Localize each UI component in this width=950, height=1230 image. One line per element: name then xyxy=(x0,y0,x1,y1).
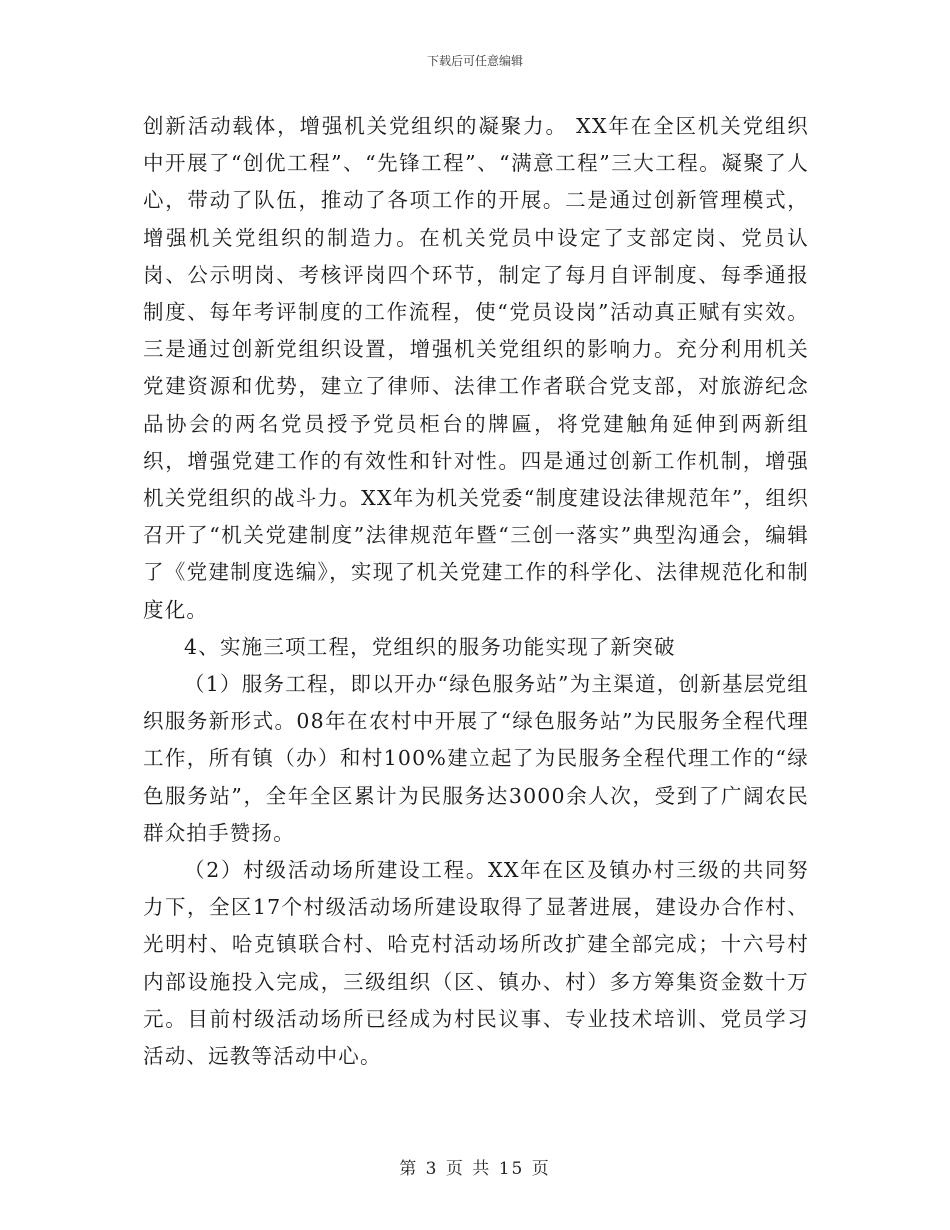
paragraph-village-venues: （2）村级活动场所建设工程。XX年在区及镇办村三级的共同努力下，全区17个村级活动场所建设取得了显著进展，建设办合作村、光明村、哈克镇联合村、哈克村活动场所改扩建全部完成；十六号村内部设施投入完成，三级组织（区、镇办、村）多方筹集资金数十万元。目前村级活动场所已经成为村民议事、专业技术培训、党员学习活动、远教等活动中心。 xyxy=(143,858,809,1069)
section-heading: 4、实施三项工程，党组织的服务功能实现了新突破 xyxy=(184,634,676,659)
page-number: 第 3 页 共 15 页 xyxy=(399,1159,551,1179)
document-body xyxy=(143,108,809,1075)
paragraph-service-project: （1）服务工程，即以开办“绿色服务站”为主渠道，创新基层党组织服务新形式。08年在农村中开展了“绿色服务站”为民服务全程代理工作，所有镇（办）和村100%建立起了为民服务全程代理工作的“绿色服务站”，全年全区累计为民服务达3000余人次，受到了广阔农民群众拍手赞扬。 xyxy=(143,672,809,845)
page-header-note: 下载后可任意编辑 xyxy=(426,54,523,68)
paragraph-continued: 创新活动载体，增强机关党组织的凝聚力。 XX年在全区机关党组织中开展了“创优工程”、“先锋工程”、“满意工程”三大工程。凝聚了人心，带动了队伍，推动了各项工作的开展。二是通过创新管理模式，增强机关党组织的制造力。在机关党员中设定了支部定岗、党员认岗、公示明岗、考核评岗四个环节，制定了每月自评制度、每季通报制度、每年考评制度的工作流程，使“党员设岗”活动真正赋有实效。三是通过创新党组织设置，增强机关党组织的影响力。充分利用机关党建资源和优势，建立了律师、法律工作者联合党支部，对旅游纪念品协会的两名党员授予党员柜台的牌匾，将党建触角延伸到两新组织，增强党建工作的有效性和针对性。四是通过创新工作机制，增强机关党组织的战斗力。XX年为机关党委“制度建设法律规范年”，组织召开了“机关党建制度”法律规范年暨“三创一落实”典型沟通会，编辑了《党建制度选编》，实现了机关党建工作的科学化、法律规范化和制度化。 xyxy=(143,114,809,622)
